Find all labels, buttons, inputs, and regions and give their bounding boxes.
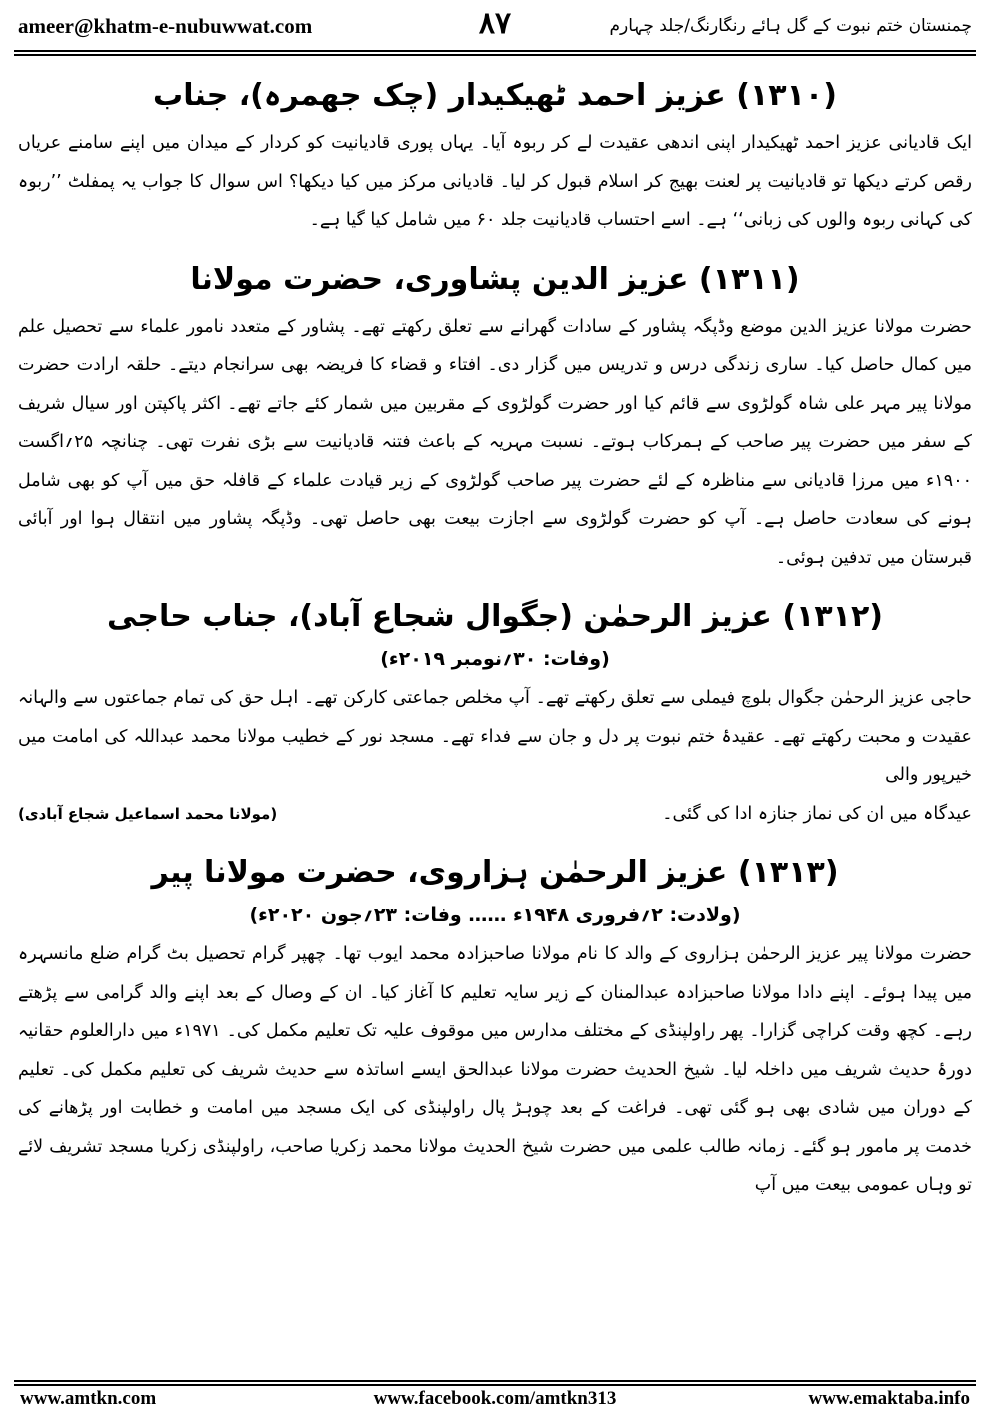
section-1312 bbox=[18, 597, 972, 833]
section-dates: (وفات: ۳۰؍نومبر ۲۰۱۹ء) bbox=[380, 648, 610, 670]
section-1311 bbox=[18, 260, 972, 578]
header-rule bbox=[14, 50, 976, 52]
footer-link-center[interactable]: www.facebook.com/amtkn313 bbox=[373, 1388, 617, 1409]
footer-rule bbox=[14, 1380, 976, 1382]
section-credit: (مولانا محمد اسماعیل شجاع آبادی) bbox=[18, 804, 278, 823]
page-footer bbox=[14, 1388, 976, 1416]
header-rule-inner bbox=[14, 54, 976, 56]
section-title: (۱۳۱۱) عزیز الدین پشاوری، حضرت مولانا bbox=[190, 261, 800, 297]
section-paragraph: ایک قادیانی عزیز احمد ٹھیکیدار اپنی اندھی عقیدت لے کر ربوہ آیا۔ یہاں پوری قادیانیت کو کردار کے میدان میں اپنے سامنے عریاں رقص کرتے دیکھا تو قادیانیت پر لعنت بھیج کر اسلام قبول کر لیا۔ قادیانی مرکز میں کیا دیکھا؟ اس سوال کا جواب یہ پمفلٹ ’’ربوہ کی کہانی ربوہ والوں کی زبانی‘‘ ہے۔ اسے احتساب قادیانیت جلد ۶۰ میں شامل کیا گیا ہے۔ bbox=[18, 133, 972, 230]
footer-link-right[interactable]: www.emaktaba.info bbox=[808, 1388, 970, 1409]
section-1313 bbox=[18, 853, 972, 1205]
book-title: چمنستان ختم نبوت کے گل ہائے رنگارنگ/جلد چہارم bbox=[609, 16, 972, 36]
header-email: ameer@khatm-e-nubuwwat.com bbox=[18, 14, 313, 38]
section-paragraph: حضرت مولانا پیر عزیز الرحمٰن ہزاروی کے والد کا نام مولانا صاحبزادہ محمد ایوب تھا۔ چھپر گرام تحصیل بٹ گرام ضلع مانسہرہ میں پیدا ہوئے۔ اپنے دادا مولانا صاحبزادہ عبدالمنان کے زیر سایہ تعلیم کا آغاز کیا۔ ان کے وصال کے بعد اپنے والد گرامی سے پڑھتے رہے۔ کچھ وقت کراچی گزارا۔ پھر راولپنڈی کے مختلف مدارس میں موقوف علیہ تک تعلیم مکمل کی۔ ۱۹۷۱ء میں دارالعلوم حقانیہ دورۂ حدیث شریف میں داخلہ لیا۔ شیخ الحدیث حضرت مولانا عبدالحق ایسے اساتذہ سے حدیث شریف کی تعلیم مکمل کی۔ تعلیم کے دوران میں شادی بھی ہو گئی تھی۔ فراغت کے بعد چوہڑ پال راولپنڈی کی ایک مسجد میں امامت و خطابت اور پڑھانے کی خدمت پر مامور ہو گئے۔ زمانہ طالب علمی میں حضرت شیخ الحدیث مولانا محمد زکریا صاحب، راولپنڈی زکریا مسجد تشریف لائے تو وہاں عمومی بیعت میں آپ bbox=[18, 944, 972, 1195]
section-title: (۱۳۱۰) عزیز احمد ٹھیکیدار (چک جھمرہ)، جناب bbox=[153, 78, 837, 113]
section-dates: (ولادت: ۲؍فروری ۱۹۴۸ء …… وفات: ۲۳؍جون ۲۰۲۰ء) bbox=[249, 904, 741, 926]
section-title: (۱۳۱۳) عزیز الرحمٰن ہزاروی، حضرت مولانا پیر bbox=[151, 855, 839, 890]
last-line-row bbox=[18, 795, 972, 834]
section-1310 bbox=[18, 76, 972, 240]
page-body bbox=[18, 62, 972, 1205]
section-paragraph: حضرت مولانا عزیز الدین موضع وڈپگہ پشاور کے سادات گھرانے سے تعلق رکھتے تھے۔ پشاور کے متعدد نامور علماء سے تحصیل علم میں کمال حاصل کیا۔ ساری زندگی درس و تدریس میں گزار دی۔ افتاء و قضاء کا فریضہ بھی سرانجام دیتے۔ حلقہ ارادت حضرت مولانا پیر مہر علی شاہ گولڑوی سے قائم کیا اور حضرت گولڑوی کے مقربین میں شمار کئے جاتے تھے۔ اکثر پاکپتن اور سیال شریف کے سفر میں حضرت پیر صاحب کے ہمرکاب ہوتے۔ نسبت مہریہ کے باعث فتنہ قادیانیت سے بڑی نفرت تھی۔ چنانچہ ۲۵؍اگست ۱۹۰۰ء میں مرزا قادیانی سے مناظرہ کے لئے حضرت پیر صاحب گولڑوی کے زیر قیادت علماء کے قافلہ حق میں آپ کو بھی شامل ہونے کی سعادت حاصل ہے۔ آپ کو حضرت گولڑوی سے اجازت بیعت بھی حاصل تھی۔ وڈپگہ پشاور میں انتقال ہوا اور آبائی قبرستان میں تدفین ہوئی۔ bbox=[18, 316, 972, 568]
section-paragraph: حاجی عزیز الرحمٰن جگوال بلوچ فیملی سے تعلق رکھتے تھے۔ آپ مخلص جماعتی کارکن تھے۔ اہل حق کی تمام جماعتوں سے والہانہ عقیدت و محبت رکھتے تھے۔ عقیدۂ ختم نبوت پر دل و جان سے فداء تھے۔ مسجد نور کے خطیب مولانا محمد عبداللہ کی امامت میں خیرپور والی bbox=[18, 688, 972, 785]
page-header bbox=[14, 6, 976, 48]
footer-link-left[interactable]: www.amtkn.com bbox=[20, 1388, 157, 1409]
section-last-line: عیدگاہ میں ان کی نماز جنازہ ادا کی گئی۔ bbox=[662, 803, 972, 824]
section-title: (۱۳۱۲) عزیز الرحمٰن (جگوال شجاع آباد)، جناب حاجی bbox=[106, 599, 884, 634]
footer-rule-inner bbox=[14, 1384, 976, 1386]
page-number: ۸۷ bbox=[478, 6, 512, 41]
